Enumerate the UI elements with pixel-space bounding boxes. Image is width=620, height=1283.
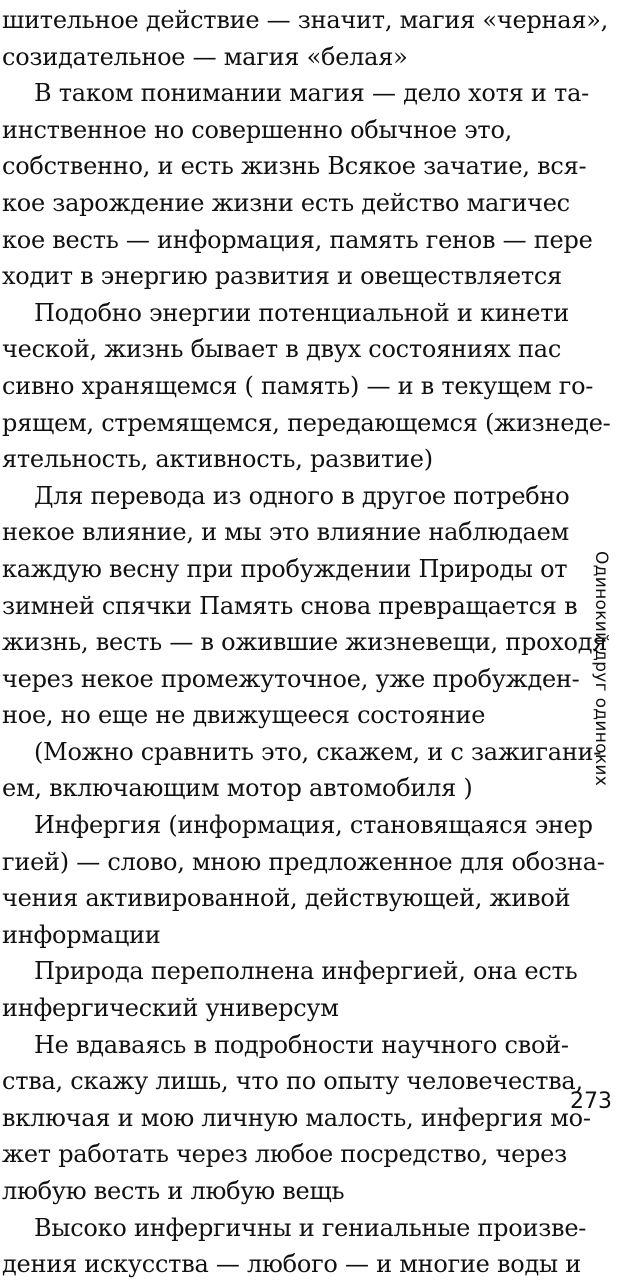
- text-line: через некое промежуточное, уже пробужден-: [2, 664, 580, 693]
- text-line: рящем, стремящемся, передающемся (жизнеде-: [2, 408, 611, 437]
- text-line: инфергический универсум: [2, 994, 339, 1023]
- text-line: жет работать через любое посредство, через: [2, 1140, 567, 1169]
- text-line: ное, но еще не движущееся состояние: [2, 701, 486, 730]
- text-line: дения искусства — любого — и многие воды и: [2, 1250, 581, 1279]
- text-line: включая и мою личную малость, инфергия мо-: [2, 1103, 591, 1132]
- text-line: кое весть — информация, память генов — пере: [2, 225, 593, 254]
- text-line: некое влияние, и мы это влияние наблюдаем: [2, 518, 569, 547]
- text-line: Не вдаваясь в подробности научного свой-: [34, 1030, 569, 1059]
- text-line: каждую весну при пробуждении Природы от: [2, 554, 568, 583]
- text-line: (Можно сравнить это, скажем, и с зажигани-: [34, 737, 602, 766]
- text-line: любую весть и любую вещь: [2, 1177, 345, 1205]
- text-line: жизнь, весть — в ожившие жизневещи, проходя: [2, 628, 608, 657]
- text-line: Высоко инфергичны и гениальные произве-: [34, 1213, 587, 1242]
- text-line: чения активированной, действующей, живой: [2, 884, 571, 913]
- text-line: Инфергия (информация, становящаяся энер: [34, 811, 593, 840]
- text-line: Подобно энергии потенциальной и кинети: [34, 298, 569, 327]
- text-line: Для перевода из одного в другое потребно: [34, 481, 570, 510]
- text-line: собственно, и есть жизнь Всякое зачатие, вся-: [2, 152, 587, 181]
- text-line: гией) — слово, мною предложенное для обозна-: [2, 847, 605, 876]
- text-line: В таком понимании магия — дело хотя и та-: [34, 79, 589, 108]
- text-line: ходит в энергию развития и овеществляется: [2, 262, 562, 291]
- text-line: ятельность, активность, развитие): [2, 445, 433, 474]
- running-title: Одинокий друг одиноких: [591, 551, 611, 787]
- text-line: сивно хранящемся ( память) — и в текущем го-: [2, 371, 594, 400]
- text-line: ства, скажу лишь, что по опыту человечества,: [2, 1067, 583, 1096]
- page-number: 273: [570, 1089, 612, 1114]
- text-line: шительное действие — значит, магия «черная»,: [2, 6, 609, 34]
- text-line: ческой, жизнь бывает в двух состояниях пас: [2, 335, 562, 364]
- text-line: Природа переполнена инфергией, она есть: [34, 957, 578, 986]
- text-line: зимней спячки Память снова превращается в: [2, 591, 578, 620]
- text-line: созидательное — магия «белая»: [2, 42, 408, 71]
- text-line: кое зарождение жизни есть действо магичес: [2, 188, 570, 217]
- text-line: информации: [2, 920, 161, 949]
- text-line: инственное но совершенно обычное это,: [2, 115, 513, 144]
- text-line: ем, включающим мотор автомобиля ): [2, 774, 473, 803]
